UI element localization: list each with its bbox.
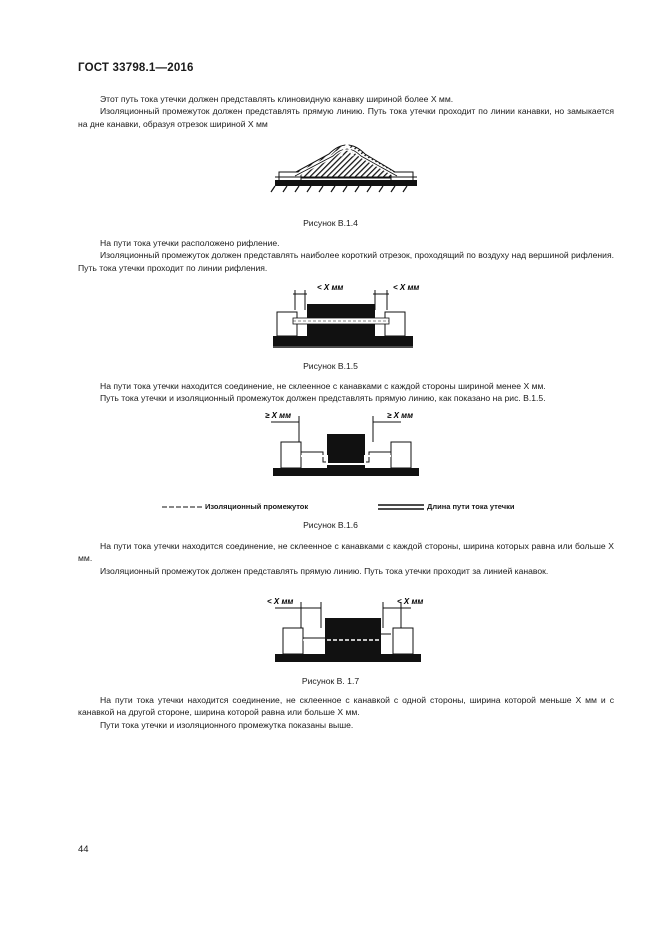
dimension-label-right: ≥ X мм — [387, 411, 414, 420]
legend-label: Длина пути тока утечки — [427, 502, 515, 511]
paragraph-line: Изоляционный промежуток должен представлять прямую линию. Путь тока утечки проходит по линии канавки, но замыкается на дне канавки, образуя отрезок шириной X мм — [78, 106, 614, 129]
figure-caption: Рисунок В. 1.7 — [301, 676, 360, 686]
figure-caption: Рисунок В.1.4 — [303, 218, 358, 228]
dimension-label-left: < X мм — [317, 283, 344, 292]
figure-b-1-6 — [265, 404, 425, 480]
figure-caption: Рисунок В.1.5 — [303, 361, 358, 371]
paragraph-joint-narrow — [78, 380, 614, 405]
paragraph-line: Изоляционный промежуток должен представлять прямую линию. Путь тока утечки проходит за линией канавок. — [100, 565, 549, 576]
document-header: ГОСТ 33798.1—2016 — [78, 62, 194, 74]
dashed-line-icon — [162, 504, 202, 510]
paragraph-line: Этот путь тока утечки должен представлять клиновидную канавку шириной более X мм. — [100, 94, 454, 104]
dimension-label-left: < X мм — [267, 597, 294, 606]
dimension-label-right: < X мм — [397, 597, 424, 606]
dimension-label-right: < X мм — [393, 283, 420, 292]
figure-b-1-4 — [265, 136, 425, 208]
legend-creepage-path — [378, 502, 514, 511]
paragraph-line: На пути тока утечки находится соединение, не склеенное с канавками с каждой стороны, ширина которых равна или больше X мм. — [78, 541, 614, 564]
paragraph-joint-wide — [78, 540, 614, 577]
paragraph-groove — [78, 93, 614, 130]
legend-label: Изоляционный промежуток — [205, 502, 309, 511]
figure-b-1-7 — [265, 594, 425, 664]
paragraph-line: Путь тока утечки и изоляционный промежуток должен представлять прямую линию, как показано на рис. В.1.5. — [100, 393, 546, 404]
paragraph-joint-mixed — [78, 694, 614, 731]
paragraph-line: На пути тока утечки находится соединение, не склеенное с канавками с каждой стороны шириной менее X мм. — [100, 381, 546, 391]
paragraph-ribbing — [78, 237, 614, 274]
paragraph-line: На пути тока утечки расположено рифление. — [100, 238, 280, 248]
figure-b-1-5 — [265, 280, 425, 352]
paragraph-line: На пути тока утечки находится соединение, не склеенное с канавкой с одной стороны, ширина которой меньше X мм и с канавкой на другой стороне, ширина которой равна или больше X мм. — [78, 695, 614, 718]
page-number: 44 — [78, 844, 89, 855]
double-line-icon — [378, 503, 424, 511]
paragraph-line: Изоляционный промежуток должен представлять наиболее короткий отрезок, проходящий по воздуху над вершиной рифления. Путь тока утечки проходит по линии рифления. — [78, 250, 614, 273]
paragraph-line: Пути тока утечки и изоляционного промежутка показаны выше. — [100, 719, 354, 730]
dimension-label-left: ≥ X мм — [265, 411, 292, 420]
legend-insulation-gap — [162, 502, 308, 511]
figure-caption: Рисунок В.1.6 — [303, 520, 358, 530]
